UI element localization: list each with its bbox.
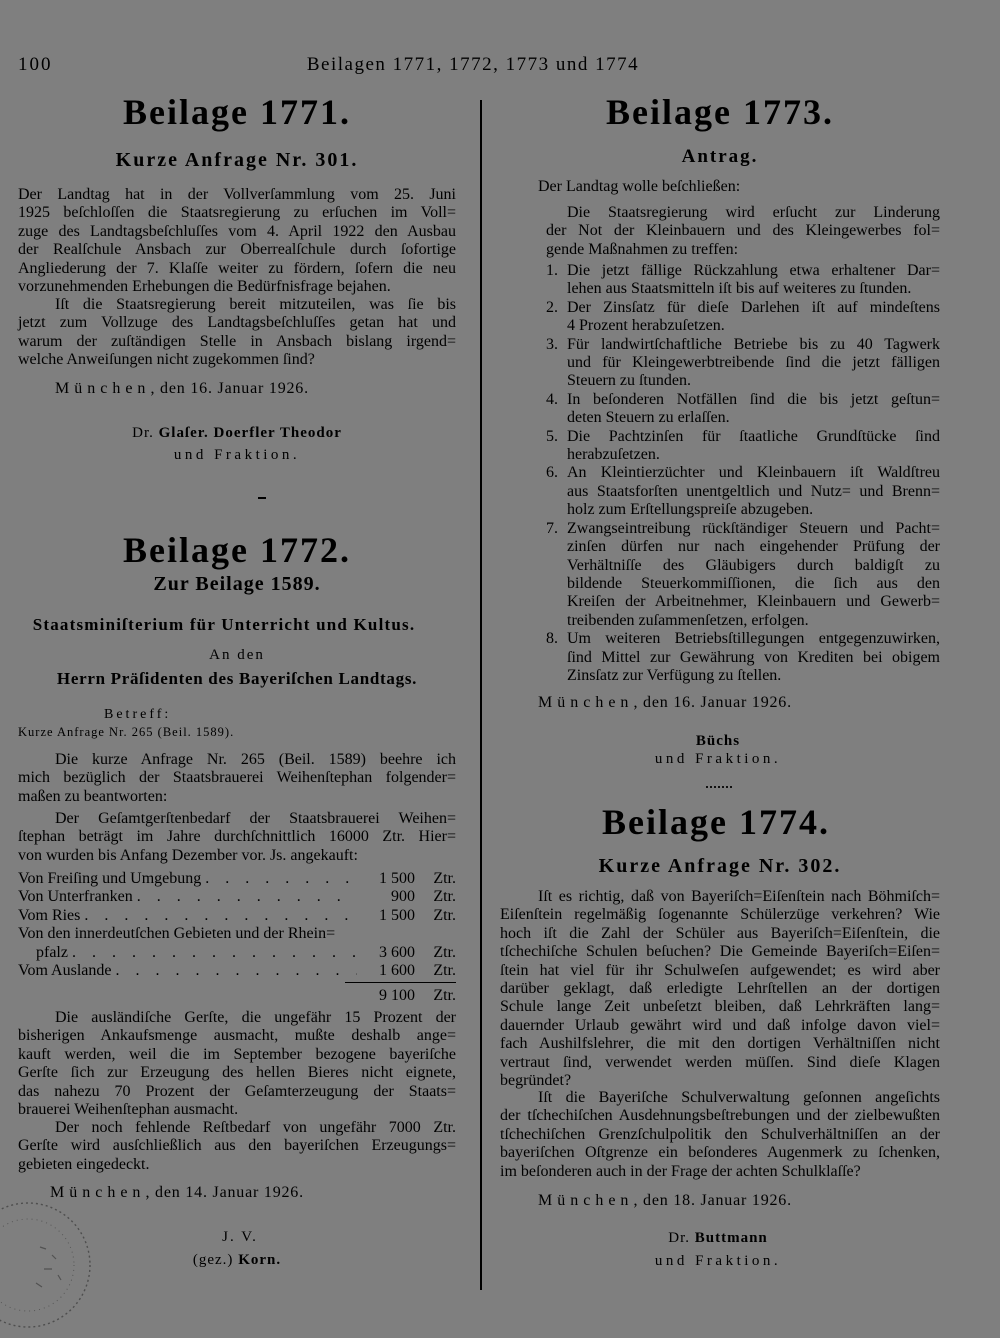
beilage-1772-paragraph-4 (18, 1119, 456, 1174)
text-line: maßen zu beantworten: (18, 787, 168, 805)
measure-number: 6. (546, 464, 558, 482)
signatory-title: Dr. (668, 1230, 690, 1246)
text-line: Der Zinsſatz für dieſe Darlehen iſt auf mindeſtens (567, 298, 940, 316)
beilage-1772-paragraph-2 (18, 810, 456, 865)
beilage-1774-faction: und Fraktion. (654, 1253, 782, 1269)
subject-label: Betreff: (104, 707, 172, 722)
text-line: vertraut ſind, verwendet werden müſſen. Sind dieſe Klagen (500, 1053, 940, 1071)
date-text: , den 16. Januar 1926. (150, 380, 309, 397)
measure-number: 5. (546, 427, 558, 445)
beilage-1773-subtitle: Antrag. (681, 146, 759, 167)
beilage-1771-date (55, 380, 309, 398)
text-line: tſchechiſche Schulen beſuchen? Die Gemeinde Bayeriſch=Eiſen= (500, 943, 940, 961)
table-row (18, 888, 456, 906)
text-line: Schule lange Zeit unbeſetzt bleiben, daß Lehrkräften lang= (500, 998, 940, 1016)
beilage-1774-date (538, 1192, 792, 1210)
text-line: und für Kleingewerbtreibende ſind die jetzt fälligen (567, 354, 940, 372)
measure-item (546, 299, 940, 336)
row-unit: Ztr. (433, 943, 456, 961)
beilage-1773-paragraph (546, 204, 940, 259)
row-label: Von Unterfranken (18, 888, 133, 906)
text-line: 1925 beſchloſſen die Staatsregierung zu erſuchen im Voll= (18, 204, 456, 222)
total-unit: Ztr. (433, 987, 456, 1004)
text-line: der Not der Kleinbauern und des Kleingewerbes fol= (546, 222, 940, 240)
beilage-1772-addressee: Herrn Präſidenten des Bayeriſchen Landtags. (56, 669, 418, 688)
measure-text (567, 391, 940, 428)
sum-rule (345, 982, 456, 983)
text-line: bayeriſchen Oſtgrenze ein beſonderes Augenmerk zu ſchenken, (500, 1144, 940, 1162)
text-line: der Realſchule Ansbach zur Oberrealſchule durch ſofortige (18, 241, 456, 259)
text-line: zinſen dürfen nur nach eingehender Prüfung der (567, 538, 940, 556)
beilage-1773-date (538, 694, 792, 712)
text-line: Um weiteren Betriebsſtillegungen entgegenzuwirken, (567, 630, 940, 648)
beilage-1772-paragraph-3 (18, 1009, 456, 1119)
text-line: Iſt die Bayeriſche Schulverwaltung geſonnen angeſichts (538, 1089, 940, 1106)
signatory-title: Dr. (132, 425, 154, 441)
beilage-1771-signatories (18, 424, 456, 442)
measure-number: 2. (546, 298, 558, 316)
text-line: warum der zuſtändigen Stelle in Ansbach bislang irgend= (18, 332, 456, 350)
text-line: Verhältniſſe des Gläubigers durch baldigſt zu (567, 556, 940, 574)
text-line: deten Steuern zu erlaſſen. (567, 409, 730, 427)
measure-item (546, 520, 940, 630)
signature-proxy: J. V. (222, 1229, 258, 1245)
text-line: In beſonderen Notfällen ſind die bis jetzt geſtun= (567, 390, 940, 408)
text-line: Iſt die Staatsregierung bereit mitzuteilen, was ſie bis (55, 296, 456, 313)
text-line: ſtein hat viel für ihr Schulweſen aufgewendet; es wird aber (500, 961, 940, 979)
text-line: dauernder Urlaub gewährt wird und daß infolge davon viel= (500, 1016, 940, 1034)
text-line: Zwangseintreibung rückſtändiger Steuern und Pacht= (567, 519, 940, 537)
text-line: mich bezüglich der Staatsbrauerei Weihenſtephan folgender= (18, 769, 456, 787)
date-place: München (538, 1192, 634, 1209)
date-place: München (538, 694, 634, 711)
row-label: Von den innerdeutſchen Gebieten und der Rhein= (18, 925, 336, 943)
beilage-1774-signatories (500, 1229, 936, 1247)
measure-text (567, 630, 940, 685)
beilage-1771-title: Beilage 1771. (123, 92, 351, 132)
text-line: ſind Mittel zur Gewährung von Krediten bei obigem (567, 648, 940, 666)
text-line: im beſonderen auch in der Frage der achten Schulklaſſe? (500, 1162, 861, 1180)
measure-text (567, 262, 940, 299)
measure-number: 8. (546, 630, 558, 648)
text-line: der tſchechiſchen Ausdehnungsbeſtrebungen und der zielbewußten (500, 1107, 940, 1125)
beilage-1771-paragraph-1 (18, 186, 456, 296)
beilage-1771-subtitle: Kurze Anfrage Nr. 301. (115, 149, 359, 171)
row-label-continuation: pfalz (36, 943, 68, 961)
table-row (18, 944, 456, 962)
text-line: Gerſte ſich zur Erzeugung des hellen Bieres nicht eignete, (18, 1064, 456, 1082)
beilage-1773-title: Beilage 1773. (606, 92, 834, 132)
row-label: Vom Ries (18, 906, 81, 924)
date-place: München (55, 380, 151, 397)
signatory-name: Buttmann (694, 1230, 768, 1246)
text-line: 4 Prozent herabzuſetzen. (567, 317, 725, 335)
dot-leader (133, 888, 357, 906)
row-unit: Ztr. (433, 870, 456, 887)
text-line: Der Geſamtgerſtenbedarf der Staatsbrauerei Weihen= (55, 810, 456, 827)
text-line: Für landwirtſchaftliche Betriebe bis zu 40 Tagwerk (567, 335, 940, 353)
text-line: gende Maßnahmen zu treffen: (546, 240, 739, 258)
text-line: jetzt zum Vollzuge des Landtagsbeſchluſſes getan hat und (18, 314, 456, 332)
measure-text (567, 299, 940, 336)
beilage-1774-title: Beilage 1774. (602, 802, 830, 842)
text-line: darüber geklagt, daß erledigte Lehrſtellen an der dortigen (500, 980, 940, 998)
text-line: Der noch fehlende Reſtbedarf von ungefähr 7000 Ztr. (55, 1119, 456, 1136)
row-unit: Ztr. (433, 961, 456, 979)
signatory-name: Korn. (238, 1252, 282, 1268)
text-line: von wurden bis Anfang Dezember vor. Js. angekauft: (18, 846, 358, 864)
text-line: Angliederung der 7. Klaſſe weiter zu fördern, ſofern die neu (18, 259, 456, 277)
measure-item (546, 630, 940, 685)
text-line: Die Pachtzinſen für ſtaatliche Grundſtücke ſind (567, 427, 940, 445)
text-line: tſchechiſchen Grenzſchulpolitik den Schulverhältniſſen an der (500, 1125, 940, 1143)
beilage-1773-faction: und Fraktion. (654, 751, 782, 767)
dot-leader (68, 944, 357, 962)
row-amount: 1 600 (379, 961, 415, 979)
beilage-1772-reference: Zur Beilage 1589. (153, 573, 321, 595)
signatory-name: Büchs (695, 733, 741, 749)
dot-leader (80, 907, 357, 925)
running-title: Beilagen 1771, 1772, 1773 und 1774 (306, 54, 640, 75)
row-amount: 1 500 (379, 870, 415, 887)
beilage-1774-subtitle: Kurze Anfrage Nr. 302. (598, 855, 842, 877)
text-line: Eiſenſtein regelmäßig ſogenannte Schülerzüge verkehren? Wie (500, 906, 940, 924)
beilage-1771-faction: und Fraktion. (173, 447, 301, 463)
text-line: Iſt es richtig, daß von Bayeriſch=Eiſenſtein nach Böhmiſch= (538, 888, 940, 905)
table-row (18, 907, 456, 925)
purchase-table (18, 870, 456, 980)
signed-mark: (gez.) (192, 1252, 234, 1268)
table-row-label-line (18, 925, 456, 943)
text-line: Der Landtag hat in der Vollverſammlung vom 25. Juni (18, 186, 456, 203)
measure-number: 3. (546, 335, 558, 353)
dot-leader (201, 870, 357, 888)
text-line: fach Aushilfslehrer, die mit den dortigen Verhältniſſen nicht (500, 1035, 940, 1053)
motion-intro: Der Landtag wolle beſchließen: (538, 178, 741, 195)
purchase-total (345, 987, 456, 1005)
measure-item (546, 336, 940, 391)
beilage-1772-sender: Staatsminiſterium für Unterricht und Kultus. (32, 615, 416, 634)
text-line: Gerſte wird ausſchließlich aus den bayeriſchen Erzeugungs= (18, 1137, 456, 1155)
measure-number: 4. (546, 390, 558, 408)
text-line: zuge des Landtagsbeſchluſſes vom 4. April 1922 den Ausbau (18, 222, 456, 240)
text-line: welche Anweiſungen nicht zugekommen ſind? (18, 351, 315, 369)
beilage-1772-paragraph-1 (18, 751, 456, 806)
section-separator (258, 497, 266, 499)
dot-leader (111, 962, 357, 980)
text-line: gebieten eingedeckt. (18, 1155, 150, 1173)
text-line: herabzuſetzen. (567, 446, 660, 464)
signatory-names: Glaſer. Doerfler Theodor (158, 425, 342, 441)
text-line: begründet? (500, 1072, 572, 1090)
page-number: 100 (18, 54, 53, 75)
measure-number: 7. (546, 519, 558, 537)
text-line: holz zum Erſtellungspreiſe abzugeben. (567, 501, 814, 519)
row-label: Vom Auslande (18, 961, 112, 979)
measure-item (546, 391, 940, 428)
date-text: , den 18. Januar 1926. (633, 1192, 792, 1209)
row-unit: Ztr. (433, 888, 456, 906)
text-line: kauft werden, weil die im September bezogene bayeriſche (18, 1045, 456, 1063)
measure-text (567, 336, 940, 391)
beilage-1774-paragraph-2 (500, 1089, 940, 1181)
subject-text: Kurze Anfrage Nr. 265 (Beil. 1589). (18, 725, 235, 739)
beilage-1774-paragraph-1 (500, 888, 940, 1090)
text-line: brauerei Weihenſtephan ausmacht. (18, 1101, 239, 1119)
text-line: Die kurze Anfrage Nr. 265 (Beil. 1589) beehre ich (55, 751, 456, 768)
text-line: aus Staatsforſten unentgeltlich und Nutz= und Brenn= (567, 482, 940, 500)
text-line: Die ausländiſche Gerſte, die ungefähr 15 Prozent der (55, 1009, 456, 1026)
row-amount: 900 (391, 888, 415, 906)
row-amount: 1 500 (379, 906, 415, 924)
date-text: , den 16. Januar 1926. (633, 694, 792, 711)
text-line: vorzunehmenden Erhebungen die Bedürfnisfrage bejahen. (18, 278, 391, 296)
measure-text (567, 520, 940, 630)
text-line: Zinsſatz zur Verfügung zu ſtellen. (567, 666, 782, 684)
beilage-1771-paragraph-2 (18, 296, 456, 370)
text-line: hoch iſt die Zahl der Schüler aus Bayeriſch=Eiſenſtein, die (500, 924, 940, 942)
text-line: bildende Steuerkommiſſionen, die ſich aus den (567, 574, 940, 592)
row-amount: 3 600 (379, 943, 415, 961)
table-total-row (345, 987, 456, 1005)
text-line: Die Staatsregierung wird erſucht zur Linderung (567, 204, 940, 221)
beilage-1772-title: Beilage 1772. (123, 530, 351, 570)
table-row (18, 962, 456, 980)
column-divider (480, 100, 482, 1290)
stamp-impression (0, 1195, 115, 1338)
section-separator (706, 786, 732, 788)
date-place: München (50, 1184, 146, 1201)
measure-item (546, 428, 940, 465)
measures-list (546, 262, 940, 685)
text-line: ſtephan beträgt im Jahre durchſchnittlich 16000 Ztr. Hier= (18, 828, 456, 846)
date-text: , den 14. Januar 1926. (145, 1184, 304, 1201)
text-line: lehen aus Staatsmitteln iſt bis auf weiteres zu ſtunden. (567, 280, 912, 298)
text-line: Kreiſen der Arbeitnehmer, Kleinbauern und Gewerb= (567, 593, 940, 611)
measure-text (567, 428, 940, 465)
text-line: das nahezu 70 Prozent der Geſamterzeugung der Staats= (18, 1082, 456, 1100)
beilage-1772-address-line: An den (209, 647, 265, 663)
text-line: An Kleintierzüchter und Kleinbauern iſt Waldſtreu (567, 464, 940, 482)
text-line: treibenden zuſammenſetzen, erfolgen. (567, 611, 809, 629)
total-amount: 9 100 (379, 987, 415, 1004)
text-line: bisherigen Ankaufsmenge ausmacht, mußte deshalb ange= (18, 1027, 456, 1045)
measure-text (567, 464, 940, 519)
text-line: Steuern zu ſtunden. (567, 372, 691, 390)
table-row (18, 870, 456, 888)
measure-item (546, 262, 940, 299)
row-unit: Ztr. (433, 906, 456, 924)
text-line: Die jetzt fällige Rückzahlung etwa erhaltener Dar= (567, 262, 940, 279)
row-label: Von Freiſing und Umgebung (18, 870, 202, 887)
measure-number: 1. (546, 262, 558, 279)
measure-item (546, 464, 940, 519)
